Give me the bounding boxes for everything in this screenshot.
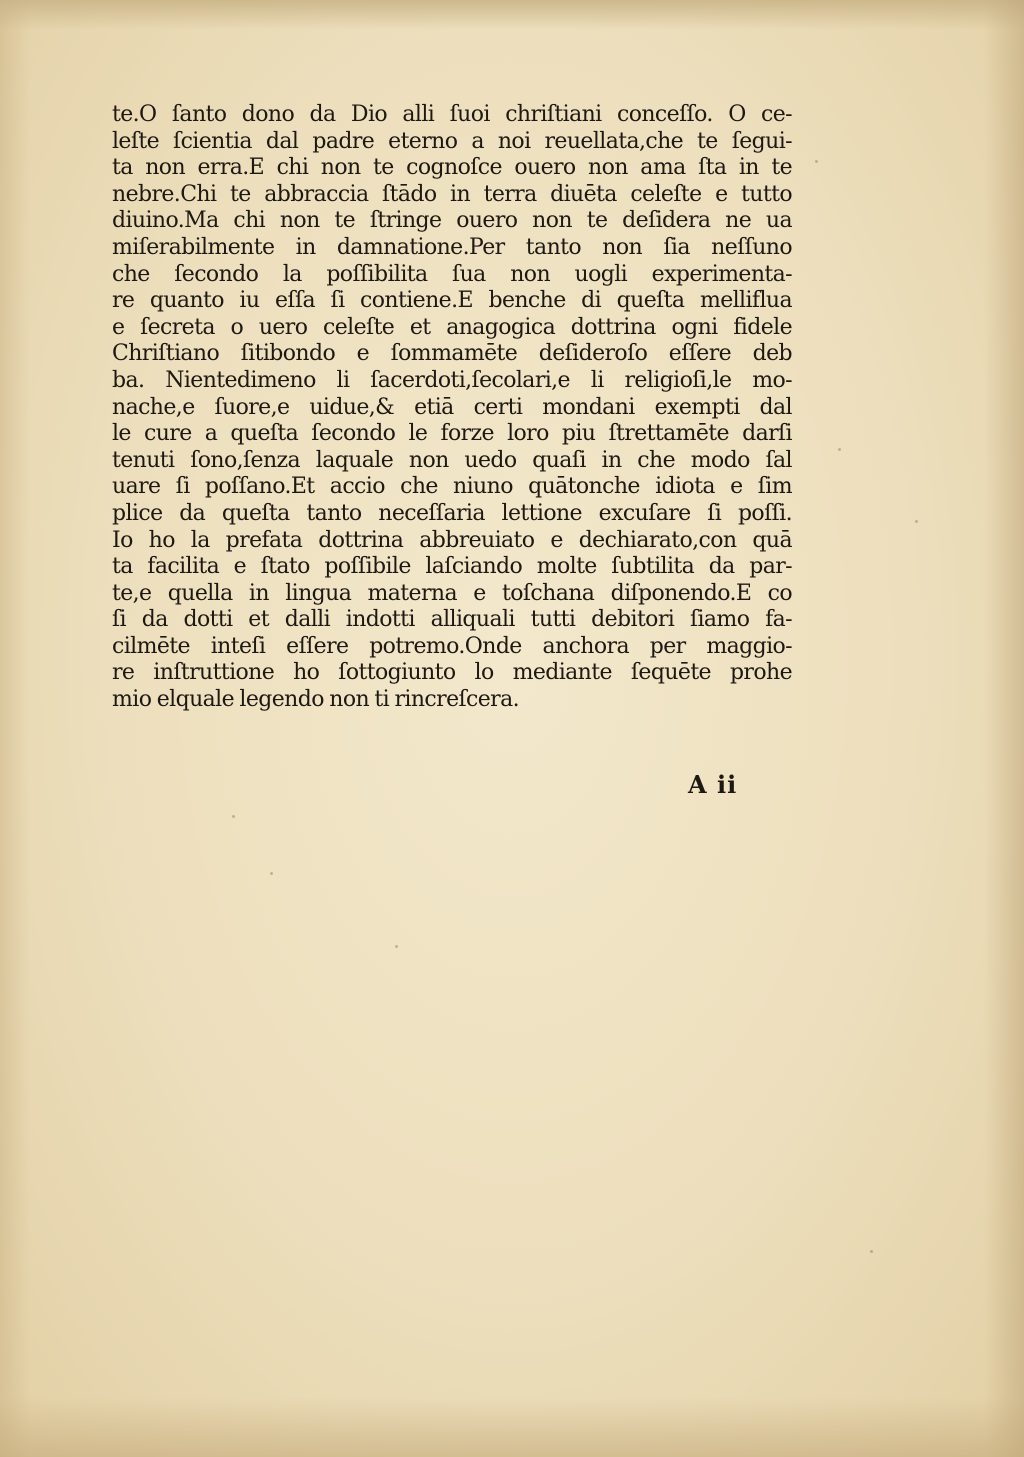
text-line: e ſecreta o uero celeſte et anagogica dottrina ogni fidele <box>112 314 792 340</box>
text-line: miſerabilmente in damnatione.Per tanto non ſia neſſuno <box>112 234 792 260</box>
text-line: re inſtruttione ho ſottogiunto lo mediante ſequēte prohe <box>112 660 792 686</box>
text-line: diuino.Ma chi non te ſtringe ouero non te deſidera ne ua <box>112 208 792 234</box>
text-line: ta facilita e ſtato poſſibile laſciando molte ſubtilita da par- <box>112 554 792 580</box>
paper-speck <box>270 872 273 875</box>
page-bottom-edge <box>0 1397 1024 1457</box>
text-line: re quanto iu eſſa ſi contiene.E benche di queſta melliflua <box>112 288 792 314</box>
text-line: che ſecondo la poſſibilita ſua non uogli experimenta- <box>112 261 792 287</box>
text-line: leſte ſcientia dal padre eterno a noi reuellata,che te ſegui- <box>112 128 792 154</box>
text-line-last: mio elquale legendo non ti rincreſcera. <box>112 687 519 713</box>
text-line: nache,e ſuore,e uidue,& etiā certi mondani exempti dal <box>112 394 792 420</box>
text-line: nebre.Chi te abbraccia ſtādo in terra diuēta celeſte e tutto <box>112 181 792 207</box>
text-line: Io ho la prefata dottrina abbreuiato e dechiarato,con quā <box>112 527 792 553</box>
paper-speck <box>232 815 235 818</box>
text-line: Chriſtiano ſitibondo e ſommamēte deſideroſo eſſere deb <box>112 341 792 367</box>
text-line: ba. Nientedimeno li ſacerdoti,ſecolari,e li religioſi,le mo- <box>112 367 792 393</box>
text-line: te.O ſanto dono da Dio alli ſuoi chriſtiani conceſſo. O ce- <box>112 102 792 127</box>
text-line: le cure a queſta ſecondo le forze loro piu ſtrettamēte darſi <box>112 421 792 447</box>
text-line: ſi da dotti et dalli indotti alliquali tutti debitori ſiamo fa- <box>112 607 792 633</box>
text-line: cilmēte inteſi eſſere potremo.Onde anchora per maggio- <box>112 633 792 659</box>
page-right-edge <box>984 0 1024 1457</box>
page-top-edge <box>0 0 1024 30</box>
paper-speck <box>395 945 398 948</box>
page-left-edge <box>0 0 30 1457</box>
text-line: ta non erra.E chi non te cognoſce ouero non ama ſta in te <box>112 155 792 181</box>
text-line: te,e quella in lingua materna e toſchana diſponendo.E co <box>112 580 792 606</box>
text-block <box>112 102 792 714</box>
signature-mark: A ii <box>688 770 738 799</box>
text-line: tenuti ſono,ſenza laquale non uedo quaſi in che modo ſal <box>112 447 792 473</box>
paper-speck <box>838 448 841 451</box>
text-line: plice da queſta tanto neceſſaria lettione excuſare ſi poſſi. <box>112 500 792 526</box>
paper-speck <box>915 520 918 523</box>
paper-speck <box>870 1250 873 1253</box>
text-line: uare ſi poſſano.Et accio che niuno quātonche idiota e ſim <box>112 474 792 500</box>
paper-speck <box>815 160 818 163</box>
